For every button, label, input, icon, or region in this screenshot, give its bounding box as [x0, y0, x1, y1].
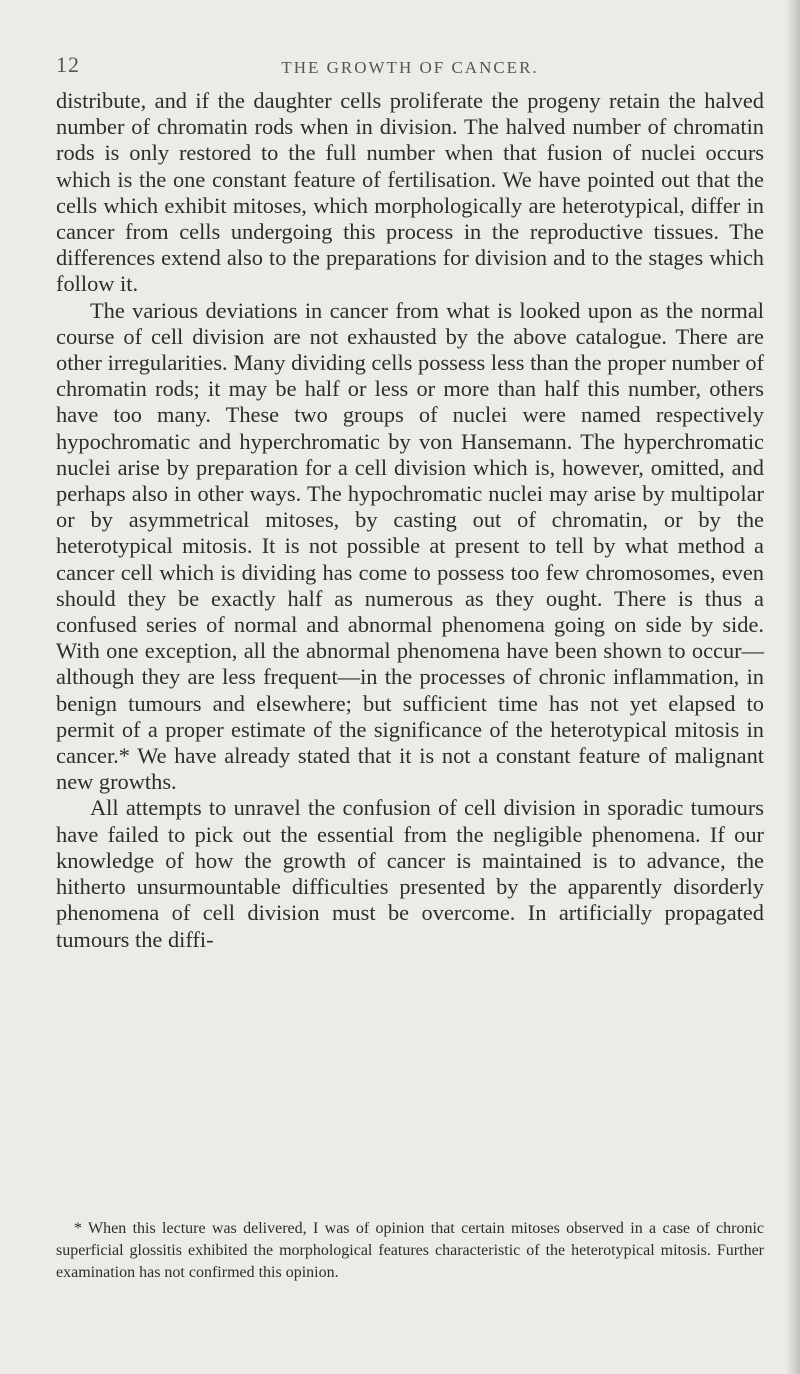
- running-head: THE GROWTH OF CANCER.: [281, 58, 539, 77]
- paragraph-attempts: All attempts to unravel the confusion of cell division in sporadic tumours have failed to pick out the essential from the negligible phenomena. If our knowledge of how the growth of cancer is maintained is to advance, the hitherto unsurmountable difficulties presented by the apparently disorderly phenomena of cell division must be overcome. In artificially propagated tumours the diffi-: [56, 795, 764, 952]
- body-text: [56, 88, 764, 953]
- footnote: * When this lecture was delivered, I was of opinion that certain mitoses observed in a case of chronic superficial glossitis exhibited the morphological features characteristic of the heterotypical mitosis. Further examination has not confirmed this opinion.: [56, 1220, 764, 1281]
- page-header: [56, 52, 764, 86]
- paragraph-deviations: The various deviations in cancer from what is looked upon as the normal course of cell division are not exhausted by the above catalogue. There are other irregularities. Many dividing cells possess less than the proper number of chromatin rods; it may be half or less or more than half this number, others have too many. These two groups of nuclei were named respectively hypochromatic and hyperchromatic by von Hansemann. The hyperchromatic nuclei arise by preparation for a cell division which is, however, omitted, and perhaps also in other ways. The hypochromatic nuclei may arise by multipolar or by asymmetrical mitoses, by casting out of chromatin, or by the heterotypical mitosis. It is not possible at present to tell by what method a cancer cell which is dividing has come to possess too few chromosomes, even should they be exactly half as numerous as they ought. There is thus a confused series of normal and abnormal phenomena going on side by side. With one exception, all the abnormal phenomena have been shown to occur—although they are less frequent—in the processes of chronic inflammation, in benign tumours and elsewhere; but sufficient time has not yet elapsed to permit of a proper estimate of the significance of the heterotypical mitosis in cancer.* We have already stated that it is not a constant feature of malignant new growths.: [56, 297, 764, 795]
- page-edge-shadow: [786, 0, 800, 1374]
- page-number: 12: [56, 52, 80, 77]
- paragraph-continued: distribute, and if the daughter cells proliferate the progeny retain the halved number of chromatin rods when in division. The halved number of chromatin rods is only restored to the full number when that fusion of nuclei occurs which is the one constant feature of fertilisation. We have pointed out that the cells which exhibit mitoses, which morphologically are heterotypical, differ in cancer from cells undergoing this process in the reproductive tissues. The differences extend also to the preparations for division and to the stages which follow it.: [56, 88, 764, 297]
